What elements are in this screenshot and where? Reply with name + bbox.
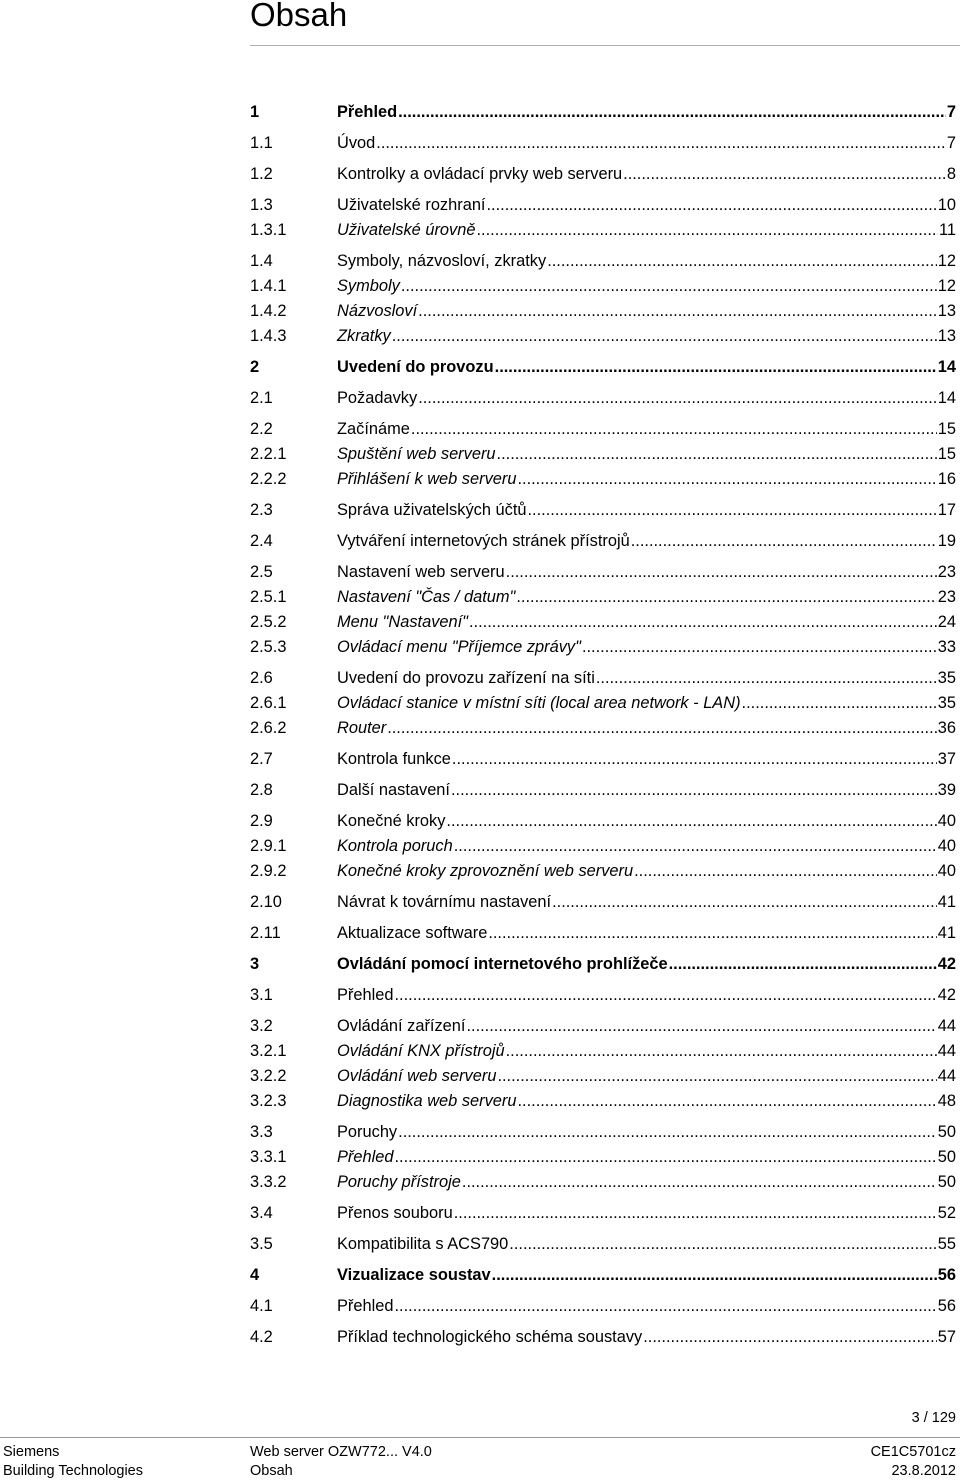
toc-leader-dots	[497, 443, 937, 465]
toc-entry-page: 50	[937, 1148, 956, 1166]
toc-entry-page: 19	[937, 532, 956, 550]
toc-entry-page: 35	[937, 694, 956, 712]
toc-entry-number: 3.2.3	[250, 1092, 287, 1110]
toc-leader-dots	[398, 101, 946, 123]
toc-entry-title: Nastavení web serveru	[337, 563, 505, 581]
toc-entry[interactable]	[250, 692, 956, 714]
toc-leader-dots	[488, 922, 936, 944]
toc-entry-number: 3.2.1	[250, 1042, 287, 1060]
toc-entry-page: 10	[937, 196, 956, 214]
toc-leader-dots	[446, 810, 936, 832]
footer-company-name: Siemens	[3, 1444, 60, 1460]
toc-leader-dots	[516, 586, 936, 608]
toc-entry-number: 2.11	[250, 924, 281, 942]
toc-entry-title: Poruchy	[337, 1123, 398, 1141]
toc-entry[interactable]	[250, 953, 956, 975]
toc-entry-title: Kontrola funkce	[337, 750, 451, 768]
toc-entry-page: 15	[937, 445, 956, 463]
toc-entry-title: Kontrolky a ovládací prvky web serveru	[337, 165, 623, 183]
toc-entry-page: 23	[937, 563, 956, 581]
page-title: Obsah	[250, 0, 348, 33]
toc-entry[interactable]	[250, 250, 956, 272]
toc-entry-page: 7	[946, 103, 956, 121]
toc-entry[interactable]	[250, 101, 956, 123]
toc-entry-number: 2.6	[250, 669, 273, 687]
toc-leader-dots	[486, 194, 936, 216]
toc-leader-dots	[643, 1326, 937, 1348]
toc-entry-title: Přehled	[337, 103, 398, 121]
toc-leader-dots	[495, 356, 937, 378]
toc-entry-title: Nastavení "Čas / datum"	[337, 588, 516, 606]
toc-leader-dots	[454, 1202, 937, 1224]
toc-entry-page: 15	[937, 420, 956, 438]
toc-leader-dots	[418, 300, 937, 322]
toc-entry-number: 2.9.1	[250, 837, 287, 855]
toc-entry-page: 44	[937, 1042, 956, 1060]
toc-entry-title: Ovládání KNX přístrojů	[337, 1042, 505, 1060]
toc-entry[interactable]	[250, 1065, 956, 1087]
toc-entry-number: 2.4	[250, 532, 273, 550]
toc-entry[interactable]	[250, 219, 956, 241]
toc-entry[interactable]	[250, 418, 956, 440]
toc-entry-number: 2.1	[250, 389, 273, 407]
footer-section-name: Obsah	[250, 1463, 293, 1479]
toc-leader-dots	[742, 692, 937, 714]
toc-entry[interactable]	[250, 891, 956, 913]
toc-entry-title: Přenos souboru	[337, 1204, 453, 1222]
toc-entry-number: 3	[250, 955, 260, 973]
toc-entry[interactable]	[250, 163, 956, 185]
toc-entry-number: 2.5	[250, 563, 273, 581]
toc-entry-title: Ovládání zařízení	[337, 1017, 466, 1035]
toc-entry-number: 1.3.1	[250, 221, 287, 239]
toc-entry-title: Názvosloví	[337, 302, 418, 320]
toc-entry-page: 44	[937, 1017, 956, 1035]
toc-entry-page: 41	[937, 893, 956, 911]
toc-entry-page: 56	[937, 1266, 956, 1284]
toc-entry[interactable]	[250, 922, 956, 944]
toc-entry-page: 48	[937, 1092, 956, 1110]
toc-leader-dots	[454, 835, 937, 857]
toc-entry-number: 2.6.1	[250, 694, 287, 712]
toc-entry-number: 2.10	[250, 893, 282, 911]
toc-entry-page: 56	[937, 1297, 956, 1315]
toc-leader-dots	[506, 561, 937, 583]
toc-entry[interactable]	[250, 356, 956, 378]
toc-entry[interactable]	[250, 1146, 956, 1168]
toc-entry-page: 14	[937, 389, 956, 407]
toc-entry-title: Symboly, názvosloví, zkratky	[337, 252, 547, 270]
toc-entry-page: 39	[937, 781, 956, 799]
toc-entry-number: 1.4	[250, 252, 273, 270]
toc-entry[interactable]	[250, 1233, 956, 1255]
footer-company	[3, 1443, 143, 1481]
toc-entry-page: 42	[937, 955, 956, 973]
footer-document	[250, 1443, 432, 1481]
toc-entry-page: 55	[937, 1235, 956, 1253]
toc-entry[interactable]	[250, 1202, 956, 1224]
toc-entry-title: Diagnostika web serveru	[337, 1092, 517, 1110]
toc-leader-dots	[506, 1040, 937, 1062]
toc-entry-page: 33	[937, 638, 956, 656]
toc-entry[interactable]	[250, 1090, 956, 1112]
toc-entry-number: 1	[250, 103, 260, 121]
footer-divider	[0, 1437, 960, 1438]
toc-entry-page: 50	[937, 1173, 956, 1191]
toc-leader-dots	[497, 1065, 936, 1087]
toc-leader-dots	[509, 1233, 936, 1255]
toc-entry-title: Ovládání pomocí internetového prohlížeče	[337, 955, 668, 973]
toc-entry-page: 12	[937, 252, 956, 270]
toc-entry-number: 3.3.1	[250, 1148, 287, 1166]
toc-entry-number: 2.7	[250, 750, 273, 768]
toc-entry-number: 3.3	[250, 1123, 273, 1141]
footer-date: 23.8.2012	[891, 1463, 956, 1479]
toc-entry-page: 17	[937, 501, 956, 519]
toc-entry-number: 3.2.2	[250, 1067, 287, 1085]
toc-leader-dots	[517, 1090, 936, 1112]
toc-entry-title: Návrat k továrnímu nastavení	[337, 893, 552, 911]
toc-entry-number: 3.4	[250, 1204, 273, 1222]
toc-entry-title: Příklad technologického schéma soustavy	[337, 1328, 643, 1346]
toc-entry-title: Ovládání web serveru	[337, 1067, 497, 1085]
toc-entry-page: 36	[937, 719, 956, 737]
toc-entry-number: 3.1	[250, 986, 273, 1004]
toc-entry-number: 2.5.3	[250, 638, 287, 656]
toc-entry-title: Konečné kroky	[337, 812, 446, 830]
toc-entry-page: 52	[937, 1204, 956, 1222]
toc-entry[interactable]	[250, 325, 956, 347]
toc-leader-dots	[528, 499, 937, 521]
toc-entry[interactable]	[250, 132, 956, 154]
toc-entry[interactable]	[250, 984, 956, 1006]
toc-entry-number: 1.2	[250, 165, 273, 183]
toc-entry-title: Vytváření internetových stránek přístrojů	[337, 532, 630, 550]
toc-leader-dots	[376, 132, 946, 154]
toc-entry-number: 2.2	[250, 420, 273, 438]
toc-entry-title: Uvedení do provozu	[337, 358, 494, 376]
toc-entry[interactable]	[250, 636, 956, 658]
toc-entry-number: 1.3	[250, 196, 273, 214]
toc-entry-title: Kompatibilita s ACS790	[337, 1235, 509, 1253]
toc-entry-page: 42	[937, 986, 956, 1004]
toc-entry-title: Poruchy přístroje	[337, 1173, 461, 1191]
toc-leader-dots	[462, 1171, 937, 1193]
toc-entry[interactable]	[250, 443, 956, 465]
toc-entry[interactable]	[250, 835, 956, 857]
toc-entry[interactable]	[250, 468, 956, 490]
toc-entry-page: 8	[946, 165, 956, 183]
toc-entry-title: Přehled	[337, 986, 394, 1004]
toc-entry-title: Další nastavení	[337, 781, 450, 799]
toc-leader-dots	[398, 1121, 937, 1143]
toc-entry-page: 44	[937, 1067, 956, 1085]
toc-entry-number: 2.9.2	[250, 862, 287, 880]
toc-entry-number: 2.3	[250, 501, 273, 519]
toc-entry-title: Uživatelské úrovně	[337, 221, 476, 239]
toc-entry-title: Router	[337, 719, 387, 737]
toc-entry-title: Požadavky	[337, 389, 418, 407]
toc-leader-dots	[401, 275, 937, 297]
toc-entry-title: Přihlášení k web serveru	[337, 470, 517, 488]
toc-entry-number: 2.6.2	[250, 719, 287, 737]
toc-entry-page: 16	[937, 470, 956, 488]
toc-entry-title: Ovládací stanice v místní síti (local area network - LAN)	[337, 694, 741, 712]
toc-entry-title: Správa uživatelských účtů	[337, 501, 527, 519]
toc-entry-title: Úvod	[337, 134, 376, 152]
toc-entry-number: 1.4.2	[250, 302, 287, 320]
toc-entry-title: Zkratky	[337, 327, 391, 345]
toc-entry-title: Kontrola poruch	[337, 837, 453, 855]
toc-entry-page: 13	[937, 302, 956, 320]
toc-leader-dots	[387, 717, 937, 739]
toc-entry-page: 11	[938, 221, 956, 239]
toc-entry[interactable]	[250, 611, 956, 633]
toc-leader-dots	[395, 1146, 937, 1168]
toc-entry-page: 14	[937, 358, 956, 376]
toc-leader-dots	[623, 163, 946, 185]
toc-entry[interactable]	[250, 1040, 956, 1062]
toc-entry-page: 41	[937, 924, 956, 942]
toc-leader-dots	[552, 891, 937, 913]
toc-entry-title: Začínáme	[337, 420, 410, 438]
toc-entry[interactable]	[250, 499, 956, 521]
toc-leader-dots	[669, 953, 937, 975]
footer-document-title: Web server OZW772... V4.0	[250, 1444, 432, 1460]
toc-entry-page: 57	[937, 1328, 956, 1346]
toc-entry-page: 12	[937, 277, 956, 295]
toc-entry-page: 37	[937, 750, 956, 768]
toc-entry-number: 3.2	[250, 1017, 273, 1035]
toc-entry[interactable]	[250, 300, 956, 322]
toc-entry-title: Konečné kroky zprovoznění web serveru	[337, 862, 634, 880]
toc-entry-number: 2.2.1	[250, 445, 287, 463]
toc-leader-dots	[469, 611, 937, 633]
toc-entry-number: 2.9	[250, 812, 273, 830]
toc-entry[interactable]	[250, 275, 956, 297]
toc-entry[interactable]	[250, 530, 956, 552]
toc-entry-number: 4	[250, 1266, 260, 1284]
toc-leader-dots	[582, 636, 937, 658]
toc-leader-dots	[634, 860, 937, 882]
toc-entry-title: Přehled	[337, 1297, 394, 1315]
toc-leader-dots	[411, 418, 937, 440]
toc-entry[interactable]	[250, 1264, 956, 1286]
toc-entry-title: Uživatelské rozhraní	[337, 196, 486, 214]
toc-entry-number: 2	[250, 358, 260, 376]
toc-leader-dots	[476, 219, 938, 241]
toc-leader-dots	[452, 748, 937, 770]
toc-leader-dots	[517, 468, 936, 490]
toc-entry-number: 2.5.2	[250, 613, 287, 631]
toc-entry-title: Vizualizace soustav	[337, 1266, 491, 1284]
toc-entry[interactable]	[250, 194, 956, 216]
toc-entry[interactable]	[250, 561, 956, 583]
toc-entry-page: 23	[937, 588, 956, 606]
toc-entry[interactable]	[250, 717, 956, 739]
toc-leader-dots	[418, 387, 937, 409]
toc-entry[interactable]	[250, 387, 956, 409]
toc-entry-number: 2.2.2	[250, 470, 287, 488]
toc-entry[interactable]	[250, 1121, 956, 1143]
toc-entry-title: Menu "Nastavení"	[337, 613, 468, 631]
toc-leader-dots	[596, 667, 937, 689]
toc-entry-title: Ovládací menu "Příjemce zprávy"	[337, 638, 581, 656]
toc-entry[interactable]	[250, 779, 956, 801]
toc-leader-dots	[466, 1015, 936, 1037]
toc-entry-number: 3.3.2	[250, 1173, 287, 1191]
toc-entry[interactable]	[250, 1171, 956, 1193]
toc-leader-dots	[451, 779, 937, 801]
footer-document-info	[871, 1443, 956, 1481]
toc-entry-title: Spuštění web serveru	[337, 445, 496, 463]
toc-entry-page: 40	[937, 862, 956, 880]
toc-entry[interactable]	[250, 667, 956, 689]
toc-entry-page: 13	[937, 327, 956, 345]
toc-entry-number: 2.8	[250, 781, 273, 799]
footer-document-id: CE1C5701cz	[870, 1444, 956, 1460]
toc-entry-number: 2.5.1	[250, 588, 287, 606]
toc-leader-dots	[492, 1264, 937, 1286]
toc-entry-page: 40	[937, 837, 956, 855]
toc-entry[interactable]	[250, 748, 956, 770]
toc-entry-page: 24	[937, 613, 956, 631]
toc-entry[interactable]	[250, 860, 956, 882]
toc-entry[interactable]	[250, 810, 956, 832]
toc-leader-dots	[395, 1295, 937, 1317]
toc-leader-dots	[392, 325, 937, 347]
toc-leader-dots	[547, 250, 937, 272]
footer-company-division: Building Technologies	[3, 1463, 144, 1479]
toc-entry-number: 3.5	[250, 1235, 273, 1253]
toc-entry-title: Aktualizace software	[337, 924, 488, 942]
toc-entry[interactable]	[250, 586, 956, 608]
toc-entry-page: 50	[937, 1123, 956, 1141]
toc-leader-dots	[395, 984, 937, 1006]
toc-entry-title: Symboly	[337, 277, 400, 295]
toc-entry-number: 4.2	[250, 1328, 273, 1346]
toc-entry-number: 1.1	[250, 134, 273, 152]
page-counter: 3 / 129	[911, 1410, 956, 1426]
toc-entry-number: 4.1	[250, 1297, 273, 1315]
toc-entry-number: 1.4.1	[250, 277, 287, 295]
toc-entry-page: 40	[937, 812, 956, 830]
toc-leader-dots	[631, 530, 937, 552]
toc-entry[interactable]	[250, 1015, 956, 1037]
toc-entry-title: Přehled	[337, 1148, 394, 1166]
toc-entry[interactable]	[250, 1295, 956, 1317]
toc-entry-page: 7	[946, 134, 956, 152]
toc-entry-page: 35	[937, 669, 956, 687]
toc-entry[interactable]	[250, 1326, 956, 1348]
toc-entry-title: Uvedení do provozu zařízení na síti	[337, 669, 595, 687]
toc-entry-number: 1.4.3	[250, 327, 287, 345]
